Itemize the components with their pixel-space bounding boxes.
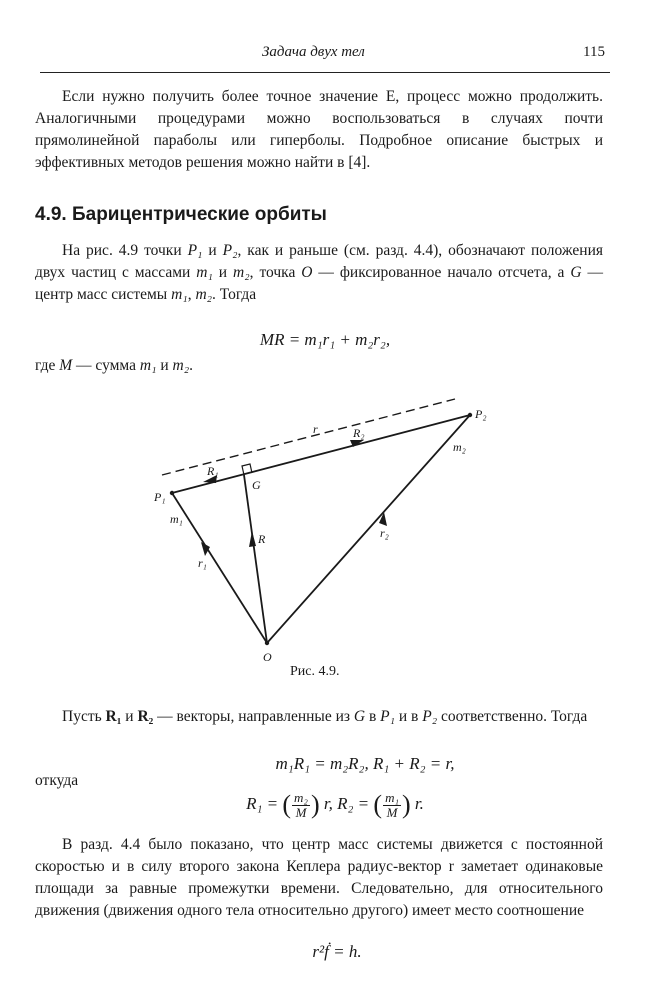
- text-run: где: [35, 357, 60, 374]
- where-line: где M — сумма m₁ и m₂.: [35, 357, 194, 374]
- formula-part: R₁ =: [246, 793, 279, 813]
- text-run: и: [156, 357, 173, 374]
- barycentric-figure: [150, 395, 510, 665]
- label-m2: m₂: [453, 440, 466, 454]
- symbol-m1: m₁: [196, 264, 213, 281]
- symbol-m: M: [59, 357, 73, 374]
- otkuda-word: откуда: [35, 772, 79, 789]
- formula-area-law: r²ḟ = h.: [312, 942, 362, 961]
- fraction-m1-over-m: $\frac{\text{m₁}}{M}$: [385, 789, 399, 820]
- fraction-m2-over-m: $\frac{\text{m₂}}{M}$: [294, 789, 308, 820]
- arrow-big-r: [249, 531, 256, 547]
- vectors-paragraph: [35, 706, 603, 728]
- text-run: — векторы, направленные из: [153, 708, 354, 725]
- text-run: , как и раньше (см. разд. 4.4), обозначают положения двух частиц с массами: [35, 242, 603, 281]
- running-title: Задача двух тел: [262, 44, 365, 60]
- text-run: ,: [187, 286, 196, 303]
- formula-part: r.: [414, 793, 424, 813]
- running-header: [40, 44, 610, 66]
- formula-center-of-mass: MR = m₁r₁ + m₂r₂,: [259, 330, 391, 349]
- symbol-p2: P₂: [422, 708, 438, 725]
- symbol-r2: R₂: [137, 708, 154, 725]
- symbol-p2: P₂: [222, 242, 238, 259]
- symbol-m1: m₁: [171, 286, 188, 303]
- label-p1: P₁: [154, 490, 166, 504]
- text-run: Пусть: [62, 708, 106, 725]
- label-r: r: [313, 422, 318, 436]
- kepler-paragraph: В разд. 4.4 было показано, что центр масс системы движется с постоянной скоростью и в силу второго закона Кеплера радиус-вектор r заметает одинаковые площади за равные промежутки времени. Следовательно, для относительного движения (движения одного тела относительно другого) имеет место соотношение: [35, 836, 603, 919]
- header-rule: [40, 72, 610, 73]
- symbol-m2: m₂: [195, 286, 213, 303]
- text-run: и: [202, 242, 223, 259]
- text-run: и: [121, 708, 138, 725]
- text-run: На рис. 4.9 точки: [62, 242, 188, 259]
- label-o: O: [263, 650, 272, 664]
- symbol-p1: P₁: [187, 242, 203, 259]
- dashed-line-r: [162, 399, 455, 475]
- symbol-m2: m₂: [172, 357, 190, 374]
- figure-caption: Рис. 4.9.: [290, 664, 340, 679]
- label-g: G: [252, 478, 261, 492]
- arrow-small-r1: [201, 542, 210, 556]
- symbol-p1: P₁: [380, 708, 396, 725]
- symbol-m1: m₁: [139, 357, 157, 374]
- text-run: — центр масс системы: [35, 264, 604, 303]
- label-r1: r₁: [198, 556, 207, 570]
- figure-reference-paragraph: [35, 240, 603, 306]
- label-big-r2: R₂: [353, 426, 365, 440]
- text-run: соответственно. Тогда: [437, 708, 588, 725]
- symbol-g: G: [353, 708, 366, 725]
- formula-mass-relation: m₁R₁ = m₂R₂, R₁ + R₂ = r,: [275, 754, 455, 773]
- intro-paragraph: Если нужно получить более точное значение E, процесс можно продолжить. Аналогичными процедурами можно воспользоваться в случаях почти прямолинейной параболы или гиперболы. Подробное описание быстрых и эффективных методов решения можно найти в [4].: [35, 88, 603, 171]
- symbol-g: G: [570, 264, 582, 281]
- point-p1: [170, 491, 174, 495]
- label-r2: r₂: [380, 526, 389, 540]
- text-run: в: [365, 708, 381, 725]
- text-run: — фиксированное начало отсчета, а: [312, 264, 571, 281]
- label-m1: m₁: [170, 512, 183, 526]
- label-big-r: R: [258, 532, 266, 546]
- text-run: , точка: [249, 264, 302, 281]
- vector-big-r: [244, 475, 267, 643]
- text-run: — сумма: [72, 357, 140, 374]
- point-p2: [468, 413, 472, 417]
- symbol-m2: m₂: [233, 264, 250, 281]
- symbol-o: O: [301, 264, 313, 281]
- text-run: . Тогда: [212, 286, 257, 303]
- formula-part: r, R₂ =: [323, 793, 370, 813]
- text-run: и: [212, 264, 234, 281]
- text-run: и в: [395, 708, 423, 725]
- formula-r1-r2: R₁ = ( $\frac{\text{m₂}}{M}$ ) r, R₂ = ( $\frac{\text{m₁}}{M}$ ) r.: [246, 789, 424, 820]
- page-number: 115: [583, 44, 605, 60]
- vector-r2: [267, 415, 470, 643]
- point-o: [265, 641, 269, 645]
- label-big-r1: R₁: [207, 464, 219, 478]
- label-p2: P₂: [475, 407, 487, 421]
- section-heading: 4.9. Барицентрические орбиты: [35, 204, 327, 225]
- vector-r1: [172, 493, 267, 643]
- arrow-small-r2: [379, 512, 387, 526]
- line-p1-p2: [172, 415, 470, 493]
- symbol-r1: R₁: [105, 708, 122, 725]
